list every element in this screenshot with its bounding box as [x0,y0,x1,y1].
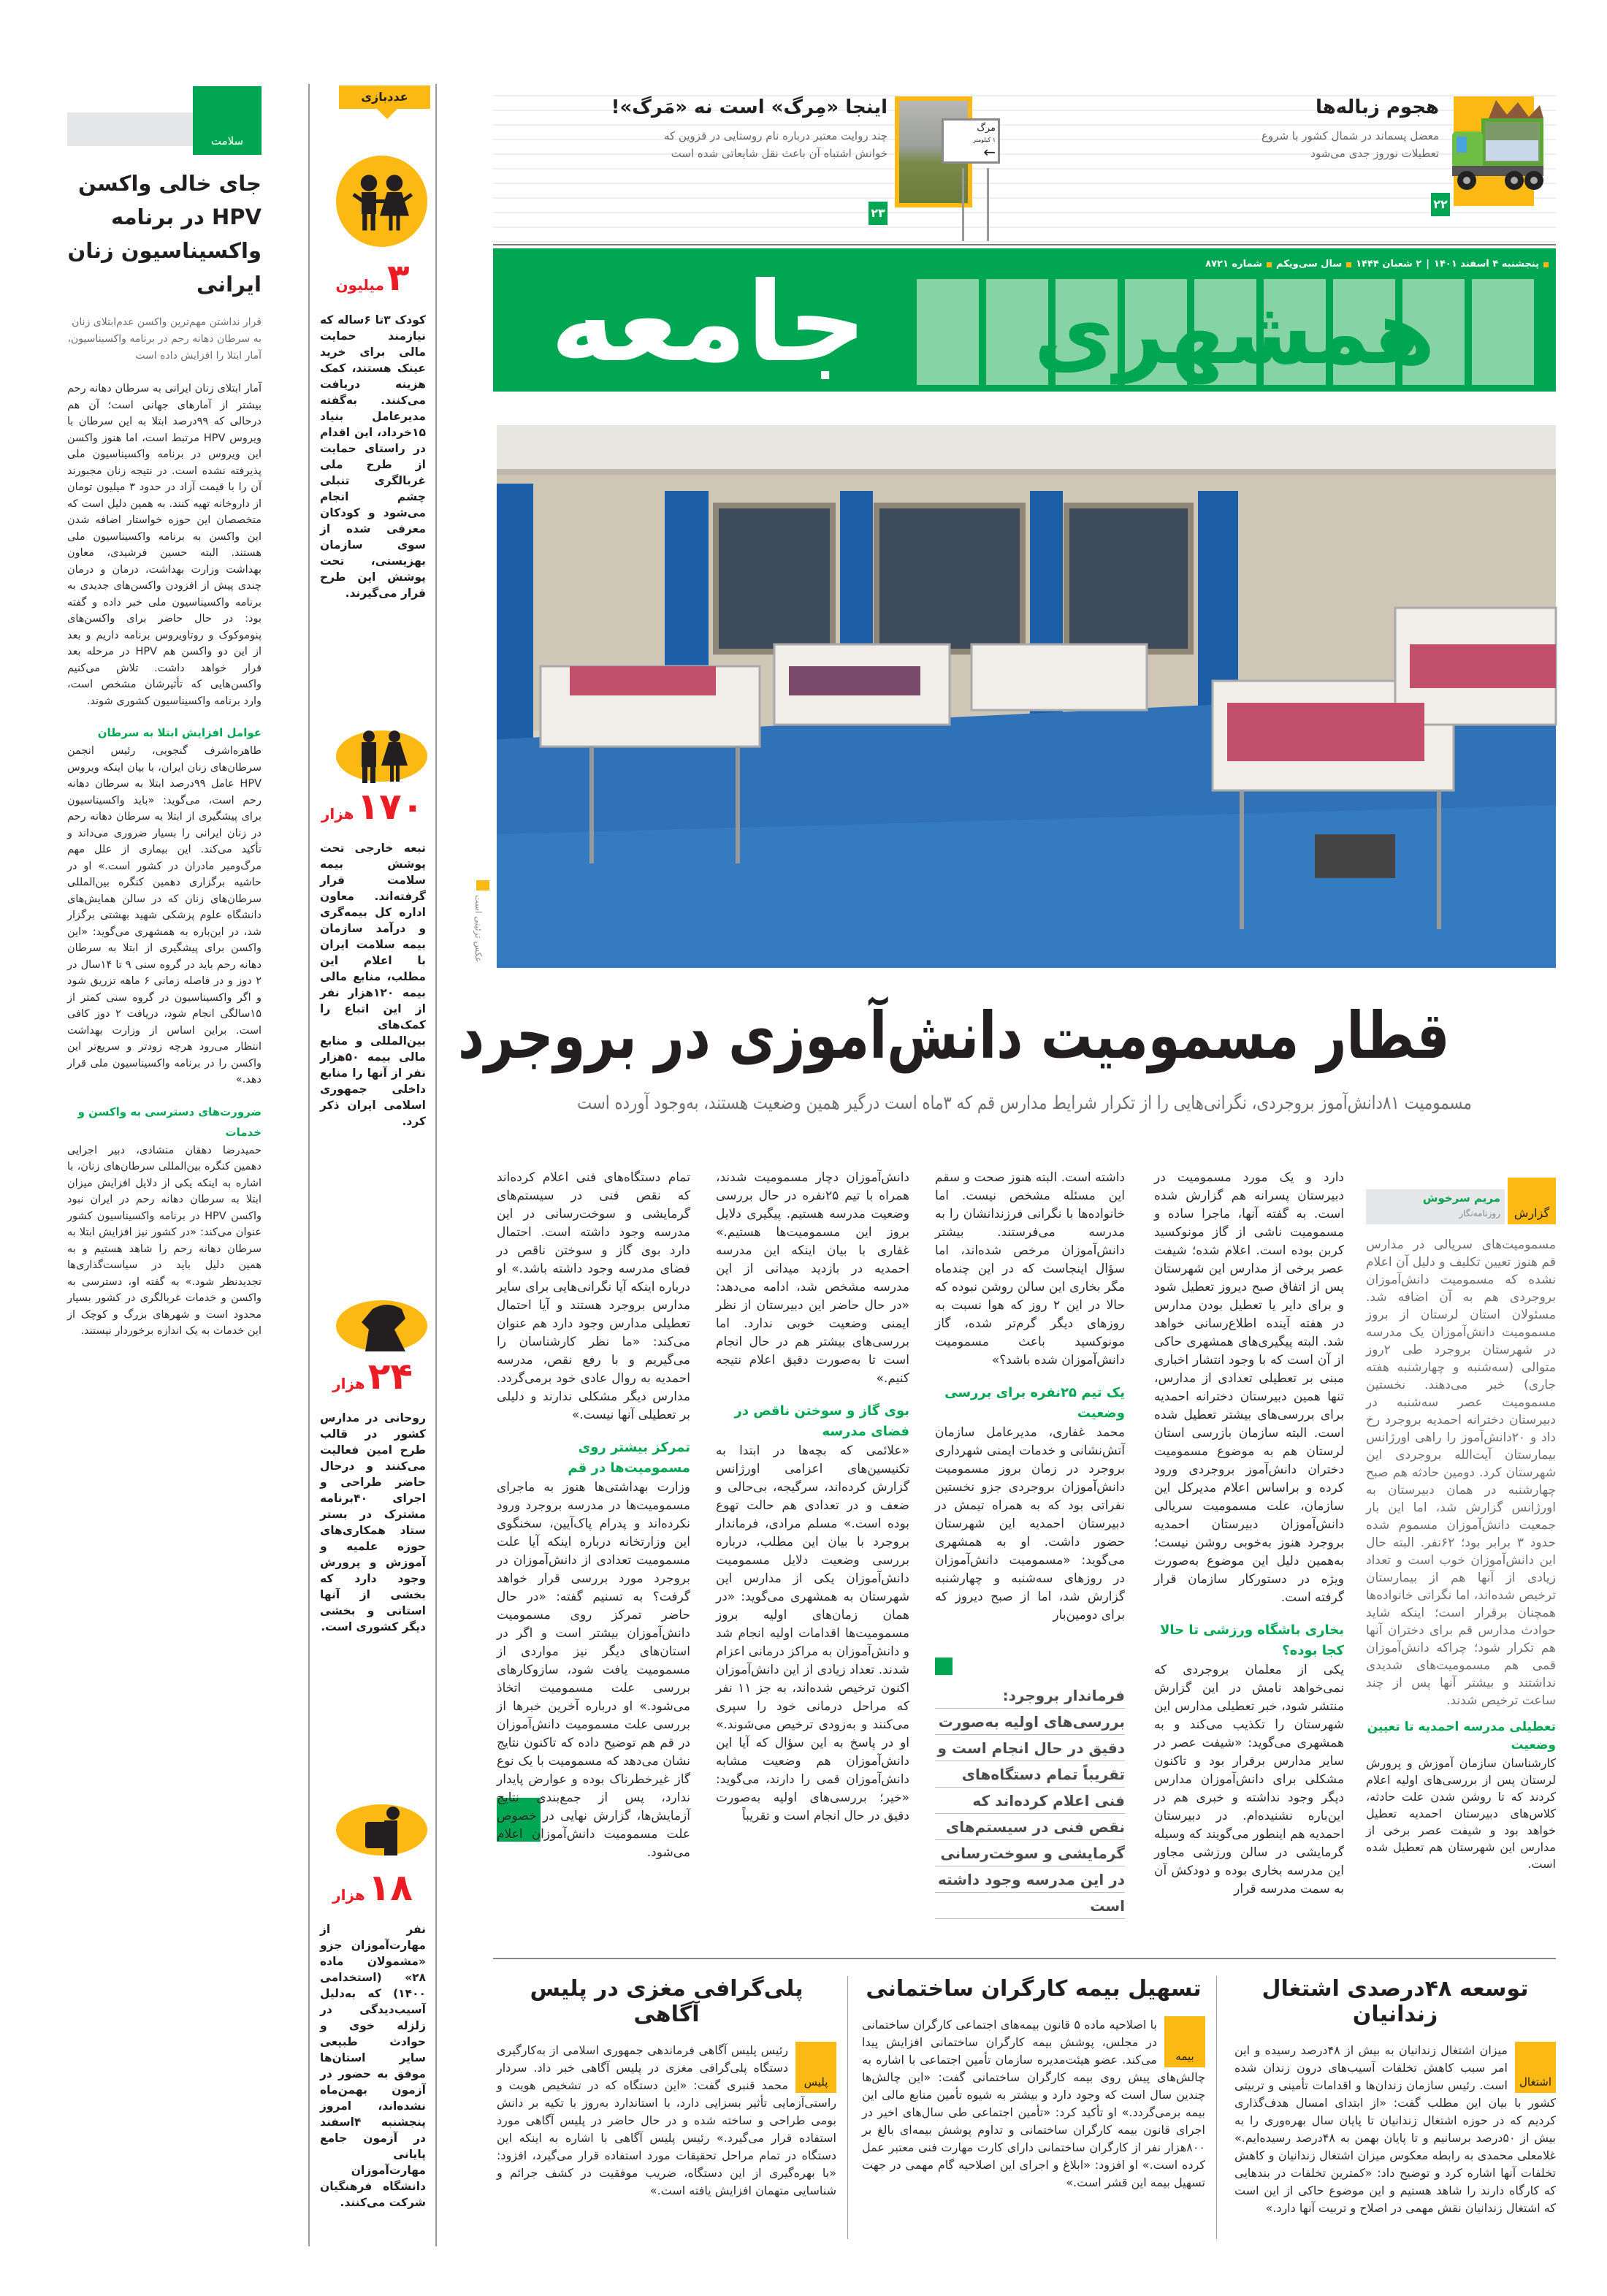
article-column-4 [716,1169,909,1859]
section-tab: سلامت [193,86,262,155]
logo-hamshahri: همشهری [1034,283,1435,384]
subheading: بوی گاز و سوختن ناقص در فضای مدرسه [734,1403,909,1439]
stat-value: ۳میلیون [335,256,410,299]
bottom-story-police[interactable] [497,1976,836,2254]
paragraph: تمام دستگاه‌های فنی اعلام کرده‌اند که نقص فنی در سیستم‌های گرمایشی و سوخت‌رسانی در این مدرسه وجود داشته است. احتمال دارد بوی گاز و سوختن ناقص در فضای مدرسه وجود داشته باشد.» او درباره اینکه آیا نگرانی‌هایی برای سایر مدارس بروجرد هستند و آیا احتمال تعطیلی مدارس وجود دارد هم عنوان می‌کند: «ما نظر کارشناسان را می‌گیریم و با رفع نقص، مدرسه احمدیه به روال عادی خود برمی‌گردد. مدارس دیگر مشکلی ندارند و دلیلی بر تعطیلی آنها نیست.» [497,1170,690,1422]
subheading: تعطیلی مدرسه احمدیه تا تعیین وضعیت [1367,1720,1556,1752]
road-sign [942,118,1000,164]
stat-text: روحانی در مدارس کشور در قالب طرح امین فعالیت می‌کنند و درحال حاضر طراحی و اجرای ۴۰برنامه مشترک در بستر ستاد همکاری‌های حوزه علمیه و آموزش و پرورش وجود دارد که بخشی از آنها استانی و بخشی دیگر کشوری است. [320,1411,426,1633]
page-number-badge: ۲۳ [869,202,888,225]
date-item: شماره ۸۷۲۱ [1205,259,1262,270]
date-item: پنجشنبه ۴ اسفند ۱۴۰۱ [1434,259,1539,270]
pullquote: فرماندار بروجرد: بررسی‌های اولیه به‌صورت دقیق در حال انجام است و تقریباً تمام دستگاه‌های فنی اعلام کرده‌اند که نقص فنی در سیستم‌های گرمایشی و سوخت‌رسانی در این مدرسه وجود داشته است [935,1682,1125,1919]
children-icon [336,156,427,247]
teaser-title: اینجا «مِرگ» است نه «مَرگ»! [611,96,888,118]
garbage-truck-image [1454,96,1534,206]
teaser-village[interactable] [493,94,1048,240]
section-label: گزارش [1508,1178,1556,1224]
date-item: سال سی‌ویکم [1276,259,1343,270]
teaser-garbage[interactable] [1161,94,1556,232]
subheading: ضرورت‌های دسترسی به واکسن و خدمات [77,1105,262,1139]
bottom-divider [493,1958,1556,1959]
column-rule [1216,1976,1217,2239]
numbers-column [310,84,435,2246]
issue-date-line: پنجشنبه ۴ اسفند ۱۴۰۱ | ۲ شعبان ۱۴۴۴ سال سی‌ویکم شماره ۸۷۲۱ [1205,256,1549,273]
paragraph: وزارت بهداشتی‌ها هنوز به ماجرای مسمومیت‌ها در مدرسه بروجرد ورود نکرده‌اند و پدرام پاک‌آیین، سخنگوی این وزارتخانه درباره اینکه آیا علت مسمومیت تعدادی از دانش‌آموزان در بروجرد مورد بررسی قرار خواهد گرفت؟ به تسنیم گفته: «در حال حاضر تمرکز روی مسمومیت دانش‌آموزان بیشتر است و اگر در استان‌های دیگر نیز مواردی از مسمومیت یافت شود، سازوکارهای بررسی علت مسمومیت اتخاذ می‌شود.» او درباره آخرین خبرها از بررسی علت مسمومیت دانش‌آموزان در قم هم توضیح داده که تاکنون نتایج نشان می‌دهد که مسمومیت با یک نوع گاز غیرخطرناک بوده و عوارض پایدار ندارد، پس از جمع‌بندی نتایج آزمایش‌ها، گزارش نهایی در خصوص علت مسمومیت دانش‌آموزان اعلام می‌شود. [497,1480,690,1860]
story-label: اشتغال [1515,2042,1556,2093]
stat-value: ۲۴هزار [332,1355,413,1397]
numbers-header: عددبازی [339,85,430,109]
stat-text: تبعه خارجی تحت پوشش بیمه سلامت قرار گرفته‌اند. معاون اداره کل بیمه‌گری و درآمد سازمان بیمه سلامت ایران با اعلام این مطلب، منابع مالی بیمه ۱۲۰هزار نفر از این اتباع را کمک‌های بین‌المللی و منابع مالی بیمه ۵۰هزار نفر از آنها را منابع داخلی جمهوری اسلامی ایران ذکر کرد. [320,842,426,1128]
date-item: ۲ شعبان ۱۴۴۴ [1356,259,1422,270]
story-title: تسهیل بیمه کارگران ساختمانی [866,1976,1202,2002]
teaser-summary: معضل پسماند در شمال کشور با شروع تعطیلات نوروز جدی می‌شود [1261,129,1439,160]
column-rule [847,1976,848,2239]
paragraph: یکی از معلمان بروجردی که نمی‌خواهد نامش در این گزارش منتشر شود، خبر تعطیلی مدارس این شهرستان را تکذیب می‌کند و به همشهری می‌گوید: «شیفت عصر در سایر مدارس برقرار بود و تاکنون مشکلی برای دانش‌آموزان مدارس دیگر وجود نداشته و خبری هم در این‌باره نشنیده‌ام. در دبیرستان احمدیه هم اینطور می‌گویند که وسیله گرمایشی در سالن ورزشی مجاور این مدرسه بخاری بوده و دودکش آن به سمت مدرسه قرار [1154,1663,1344,1896]
sign-km: ۱ کیلومتر [973,137,996,143]
teaser-summary: چند روایت معتبر درباره نام روستایی در قزوین که خوانش اشتباه آن باعث نقل شایعاتی شده است [664,129,888,160]
photo-caption-marker [476,880,489,890]
subheading: بخاری باشگاه ورزشی تا حالا کجا بوده؟ [1160,1622,1344,1658]
paragraph: داشته است. البته هنوز صحت و سقم این مسئله مشخص نیست. اما خانواده‌ها با نگرانی فرزندانشان را به مدرسه می‌فرستند. بیشتر دانش‌آموزان مرخص شده‌اند، اما سؤال اینجاست که در این چندماه مگر بخاری این سالن روشن نبوده که حالا در این ۲ روز که هوا نسبت به روزهای دیگر گرم‌تر شده، گاز مونوکسید باعث مسمومیت دانش‌آموزان شده باشد؟» [935,1170,1125,1368]
column-rule [435,84,437,2246]
paragraph: آمار ابتلای زنان ایرانی به سرطان دهانه رحم بیشتر از آمارهای جهانی است؛ آن هم درحالی که ۹۹درصد ابتلا به این سرطان با ویروس HPV مرتبط است، اما هنوز واکسن این ویروس در برنامه واکسیناسیون ملی پذیرفته نشده است. در نتیجه زنان مجبورند آن را با قیمت آزاد در حدود ۳ میلیون تومان از داروخانه تهیه کنند. به همین دلیل است که متخصصان این حوزه خواستار اضافه شدن این واکسن به برنامه واکسیناسیون ملی هستند. البته حسین فرشیدی، معاون بهداشت وزارت بهداشت، درمان و درمان چندی پیش از افزودن واکسن‌های جدیدی به برنامه واکسیناسیون ملی خبر داده و گفته بود: در حال حاضر برای واکسن‌های پنوموکوک و روتاویروس برنامه داریم و بعد از این دو واکسن هم HPV در مرحله بعد قرار خواهد داشت. تلاش می‌کنیم واکسن‌هایی که تأثیرشان مشخص است، وارد برنامه واکسیناسیون کشوری شوند. [67,383,262,707]
section-bar [67,112,195,146]
masthead [493,248,1556,392]
village-photo [895,96,996,207]
author-role: روزنامه‌نگار [1459,1208,1500,1218]
paragraph: کارشناسان سازمان آموزش و پرورش لرستان پس از بررسی‌های اولیه اعلام کردند که تا روشن شدن علت حادثه، کلاس‌های دبیرستان احمدیه تعطیل خواهد بود و شیفت عصر برخی از مدارس این شهرستان هم تعطیل شده است. [1366,1756,1556,1871]
page-number-badge: ۲۲ [1431,193,1450,216]
story-text: با اصلاحیه ماده ۵ قانون بیمه‌های اجتماعی کارگران ساختمانی در مجلس، پوشش بیمه کارگران ساختمانی افزایش پیدا می‌کند. عضو هیئت‌مدیره سازمان تأمین اجتماعی با اشاره به چالش‌های پیش روی بیمه کارگران ساختمانی گفت: «این چالش‌ها چندین سال است که وجود دارد و بیشتر به شیوه تأمین منابع مالی این بیمه برمی‌گردد.» او تأکید کرد: «تأمین اجتماعی طی سال‌های اخیر در اجرای قانون بیمه کارگران ساختمانی و تداوم پوشش بیمه‌ای بالغ بر ۸۰۰هزار نفر از کارگران ساختمانی دارای کارت مهارت فنی معتبر عمل کرده است.» او افزود: «ابلاغ و اجرای این اصلاحیه گام مهمی در جهت تسهیل بیمه این قشر است.» [862,2018,1205,2189]
student-backpack-icon [336,1804,427,1856]
story-text: میزان اشتغال زندانیان به بیش از ۴۸درصد رسیده و این امر سبب کاهش تخلفات آسیب‌های درون زندان شده است. رئیس سازمان زندان‌ها و اقدامات تأمینی و تربیتی کشور با بیان این مطلب گفت: «از ابتدای امسال هدف‌گذاری کردیم که در حوزه اشتغال زندانیان تا پایان سال بهره‌وری را به بیش از ۵۰درصد برسانیم و تا پایان بهمن به ۴۸درصد رسیده‌ایم.» غلامعلی محمدی به رابطه معکوس میزان اشتغال زندانیان و کاهش تخلفات آنها اشاره کرد و توضیح داد: «کمترین تخلفات در بندهایی که کارگاه دارند را شاهد هستیم و این موضوع حاکی از این است که اشتغال زندانیان نقش مهمی در اصلاح و تربیت آنها دارد.» [1234,2043,1556,2215]
paragraph: محمد غفاری، مدیرعامل سازمان آتش‌نشانی و خدمات ایمنی شهرداری بروجرد در زمان بروز مسمومیت دانش‌آموزان بروجردی جزو نخستین نفراتی بود که به همراه تیمش در دبیرستان احمدیه این شهرستان حضور داشت. او به همشهری می‌گوید: «مسمومیت دانش‌آموزان در روزهای سه‌شنبه و چهارشنبه گزارش شد، اما از صبح دیروز که برای دومین‌بار [935,1425,1125,1622]
health-article [67,86,262,2249]
teaser-title: هجوم زباله‌ها [1316,96,1439,118]
paragraph: دارد و یک مورد مسمومیت در دبیرستان پسرانه هم گزارش شده است. به گفته آنها، ماجرا ساده و مسمومیت ناشی از گاز مونوکسید کربن بوده است. اعلام شده؛ شیفت عصر برخی از مدارس این شهرستان پس از اتفاق صبح دیروز تعطیل شود و برای دایر یا تعطیل بودن مدارس در هفته آینده اطلاع‌رسانی خواهد شد. البته پیگیری‌های همشهری حاکی از آن است که با وجود انتشار اخباری مبنی بر تعطیلی تعدادی از مدارس، تنها همین دبیرستان دخترانه احمدیه برای بررسی‌های بیشتر تعطیل شده است. البته سازمان بازرسی استان لرستان هم به موضوع مسمومیت دختران دانش‌آموز بروجردی ورود کرده و براساس اعلام مدیرکل این سازمان، علت مسمومیت سریالی دانش‌آموزان دبیرستان احمدیه بروجرد هنوز به‌خوبی روشن نیست؛ به‌همین دلیل این موضوع به‌صورت ویژه در دستورکار سازمان قرار گرفته است. [1154,1170,1344,1605]
article-column-1 [1366,1236,1556,1872]
paragraph: حمیدرضا دهقان منشادی، دبیر اجرایی دهمین کنگره بین‌المللی سرطان‌های زنان، با اشاره به اینکه یکی از دلایل افزایش میزان ابتلا به سرطان دهانه رحم در ایران نبود واکسن HPV در برنامه واکسیناسیون کشور عنوان می‌کند: «در کشور نیز افزایش ابتلا به سرطان دهانه رحم را شاهد هستیم و به همین دلیل باید در سیاست‌گذاری‌ها تجدیدنظر شود.» به گفته او، دسترسی به واکسن و خدمات غربالگری در کشور بسیار محدود است و شهرهای بزرگ و کوچک از این خدمات به یک اندازه برخوردار نیستند. [67,1144,262,1337]
story-label: بیمه [1164,2016,1205,2067]
health-lead: قرار نداشتن مهم‌ترین واکسن عدم‌ابتلای زنان به سرطان دهانه رحم در برنامه واکسیناسیون، آمار ابتلا را افزایش داده است [67,316,262,362]
cleric-icon [336,1300,427,1351]
teaser-divider [493,244,1556,245]
section-header [67,86,262,155]
author-name: مریم سرخوش [1422,1191,1500,1205]
logo-jameeh: جامعه [550,259,867,386]
story-label: پلیس [795,2042,836,2093]
bottom-story-employment[interactable] [1234,1976,1556,2254]
hospital-photo [497,425,1556,968]
story-title: توسعه ۴۸درصدی اشتغال زندانیان [1261,1976,1529,2027]
pullquote-marker [935,1658,953,1675]
header-pointer [377,109,397,119]
photo-caption: عکس تزئینی است [473,895,484,963]
paragraph: دانش‌آموزان دچار مسمومیت شدند، همراه با تیم ۲۵نفره در حال بررسی وضعیت مدرسه هستیم. پیگیری دلایل بروز این مسمومیت‌ها هستیم.» غفاری با بیان اینکه این مدرسه احمدیه در بازدید میدانی از این مدرسه مشخص شد، ادامه می‌دهد: «در حال حاضر این دبیرستان از نظر ایمنی وضعیت خوبی ندارد. اما بررسی‌های بیشتر هم در حال انجام است تا به‌صورت دقیق اعلام نتیجه کنیم.» [716,1170,909,1386]
subheading: عوامل افزایش ابتلا به سرطان [97,726,262,739]
stat-text: نفر از مهارت‌آموزان جزو «مشمولان ماده ۲۸» (استخدامی ۱۴۰۰) که به‌دلیل آسیب‌دیدگی در زلزله خوی و حوادث طبیعی سایر استان‌ها موفق به حضور در آزمون بهمن‌ماه نشده‌اند، امروز پنجشنبه ۴اسفند در آزمون جامع پایانی مهارت‌آموزان دانشگاه فرهنگیان شرکت می‌کنند. [320,1923,426,2209]
article-lead: مسمومیت‌های سریالی در مدارس قم هنوز تعیین تکلیف و دلیل آن اعلام نشده که مسمومیت دانش‌آموزان بروجردی هم به آن اضافه شد. مسئولان استان لرستان از بروز مسمومیت دانش‌آموزان یک مدرسه در شهرستان بروجرد طی ۲روز متوالی (سه‌شنبه و چهارشنبه هفته جاری) خبر می‌دهند. نخستین مسمومیت عصر سه‌شنبه در دبیرستان دخترانه احمدیه بروجرد رخ داد و ۲۰دانش‌آموز را راهی اورژانس بیمارستان آیت‌الله بروجردی این شهرستان کرد. دومین حادثه هم صبح چهارشنبه در همان دبیرستان به اورژانس گزارش شد، اما این بار جمعیت دانش‌آموزان مسموم شده حدود ۳ برابر بود؛ ۶۲نفر. البته حال این دانش‌آموزان خوب است و تعداد زیادی از آنها هم از بیمارستان ترخیص شده‌اند، اما نگرانی خانواده‌ها همچنان برقرار است؛ اینکه شاید حوادث مدارس قم برای دختران آنها هم تکرار شود؛ چراکه دانش‌آموزان قمی هم مسمومیت‌های شدیدی نداشتند و بیشتر آنها پس از چند ساعت ترخیص شدند. [1366,1237,1556,1708]
stat-value: ۱۷۰هزار [321,785,424,828]
stat-value: ۱۸هزار [332,1866,413,1909]
paragraph: «علائمی که بچه‌ها در ابتدا به تکنیسین‌های اعزامی اورژانس گزارش کرده‌اند، سرگیجه، بی‌حالی و ضعف و در تعدادی هم حالت تهوع بوده است.» مسلم مرادی، فرماندار بروجرد با بیان این مطلب، درباره بررسی وضعیت دلایل مسمومیت دانش‌آموزان یکی از مدارس این شهرستان به همشهری می‌گوید: «در همان زمان‌های اولیه بروز مسمومیت‌ها اقدامات اولیه انجام شد و دانش‌آموزان به مراکز درمانی اعزام شدند. تعداد زیادی از این دانش‌آموزان اکنون ترخیص شده‌اند، به جز ۱۱ نفر که مراحل درمانی خود را سپری می‌کنند و به‌زودی ترخیص می‌شوند.» او در پاسخ به این سؤال که آیا این دانش‌آموزان هم وضعیت مشابه دانش‌آموزان قمی را دارند، می‌گوید: «خیر؛ بررسی‌های اولیه به‌صورت دقیق در حال انجام است و تقریباً [716,1443,909,1823]
story-text: رئیس پلیس آگاهی فرماندهی جمهوری اسلامی از به‌کارگیری دستگاه پلی‌گرافی مغزی در پلیس آگاهی خبر داد. سردار محمد قنبری گفت: «این دستگاه که در تشخیص هویت و راستی‌آزمایی تأثیر بسزایی دارد، با استاندارد به‌روز با تکیه بر دانش بومی طراحی و ساخته شده و در حال حاضر در پلیس آگاهی مورد استفاده قرار می‌گیرد.» رئیس پلیس آگاهی با اشاره به اینکه این دستگاه در تمام مراحل تحقیقات مورد استفاده قرار می‌گیرد، افزود: «با بهره‌گیری از این دستگاه، ضریب موفقیت در کشف جرائم و شناسایی متهمان افزایش یافته است.» [497,2043,836,2197]
byline-box [1366,1178,1556,1226]
main-subtitle: مسمومیت ۸۱دانش‌آموز بروجردی، نگرانی‌هایی را از تکرار شرایط مدارس قم که ۳ماه است درگیر همین وضعیت هستند، به‌وجود آورده است [577,1092,1472,1113]
sign-text: مرگ [977,123,996,134]
article-column-5 [497,1169,690,1859]
article-column-3 [935,1169,1125,1915]
health-title: جای خالی واکسن HPV در برنامه واکسیناسیون زنان ایرانی [67,171,262,297]
headline-block [457,993,1556,1140]
man-woman-icon [336,731,427,782]
subheading: تمرکز بیشتر روی مسمومیت‌ها در قم [568,1440,690,1476]
arrow-left-icon: ← [983,143,996,161]
article-column-2 [1154,1169,1344,1896]
subheading: یک تیم ۲۵نفره برای بررسی وضعیت [944,1385,1125,1421]
stat-text: کودک ۳تا ۶ساله که نیازمند حمایت مالی برای خرید عینک هستند، کمک هزینه دریافت می‌کنند. به‌گفته مدیرعامل بنیاد ۱۵خرداد، این اقدام در راستای حمایت از طرح ملی غربالگری تنبلی چشم انجام می‌شود و کودکان معرفی شده از سوی سازمان بهزیستی، تحت پوشش این طرح قرار می‌گیرند. [320,313,426,600]
story-title: پلی‌گرافی مغزی در پلیس آگاهی [530,1976,804,2027]
bottom-story-insurance[interactable] [862,1976,1205,2254]
health-body [67,381,262,1340]
main-headline: قطار مسمومیت دانش‌آموزی در بروجرد [457,998,1450,1073]
paragraph: طاهره‌اشرف گنجویی، رئیس انجمن سرطان‌های زنان ایران، با بیان اینکه ویروس HPV عامل ۹۹درصد ابتلا به سرطان دهانه رحم است، می‌گوید: «باید واکسیناسیون برای پیشگیری از ابتلا به سرطان دهانه رحم در زنان ایرانی را بسیار ضروری می‌داند و تأکید می‌کند. این بیماری از علل مهم مرگ‌ومیر مادران در کشور است.» او در حاشیه برگزاری دهمین کنگره بین‌المللی سرطان‌های زنان که در سالن همایش‌های دانشگاه علوم پزشکی شهید بهشتی برگزار شد، در این‌باره به همشهری می‌گوید: «این واکسن برای پیشگیری از ابتلا به سرطان دهانه رحم باید در گروه سنی ۹ تا ۱۴سال در ۲ دوز و در فاصله زمانی ۶ ماهه تزریق شود و اگر واکسیناسیون در گروه سنی کمتر از ۱۵سالگی انجام شود، دریافت ۲ دوز کافی است. براین اساس از وزارت بهداشت انتظار می‌رود هرچه زودتر و سریع‌تر این واکسن را در برنامه واکسیناسیون ملی قرار دهد.» [67,745,262,1086]
